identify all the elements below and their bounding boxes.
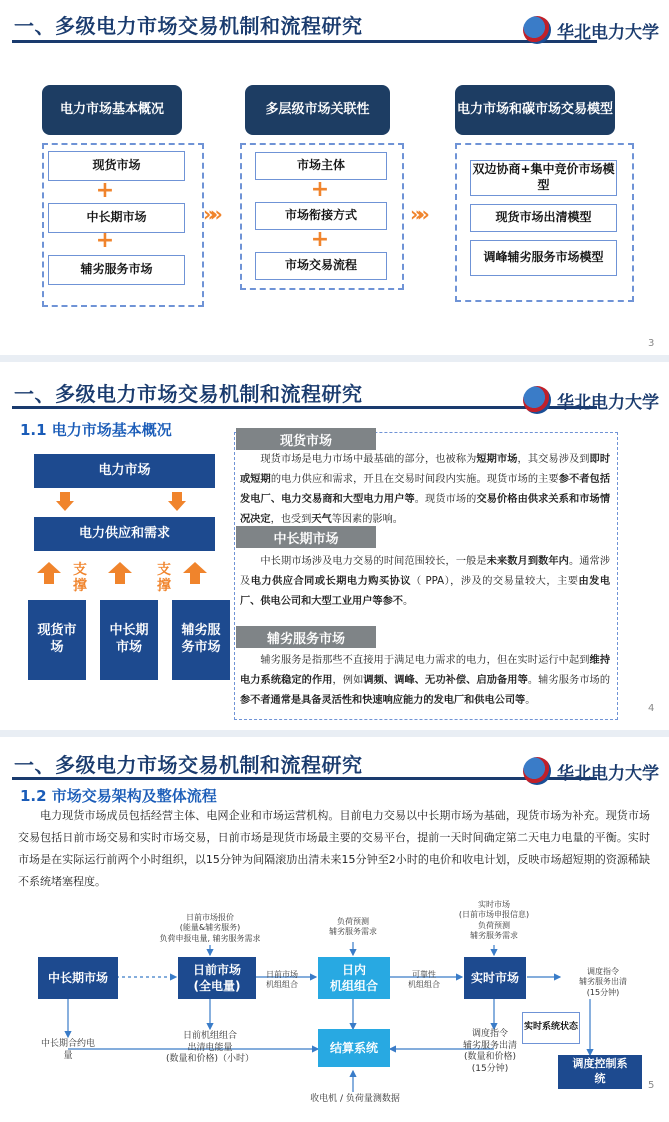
slide-3 [0, 0, 669, 355]
label-settlement-input: 收电机 / 负荷量测数据 [310, 1094, 400, 1104]
arrow-down-icon [56, 492, 74, 512]
item-spot-clearing-model: 现货市场出清模型 [470, 204, 617, 232]
text: （ PPA），涉及的交易量较大，主要 [411, 576, 579, 587]
section-subtitle: 1.2 市场交易架构及整体流程 [20, 787, 217, 805]
pillar-spot-market: 现货市场 [28, 600, 86, 680]
box-realtime-status: 实时系统状态 [522, 1012, 580, 1044]
bold-text: 天气 [311, 514, 332, 525]
item-market-connection: 市场衔接方式 [255, 202, 387, 230]
arrow-up-icon [37, 562, 61, 584]
text: ，也受到 [270, 514, 312, 525]
item-market-participants: 市场主体 [255, 152, 387, 180]
text: ，例如 [332, 675, 364, 686]
label-day-ahead-output: 日前机组组合 出清电能量 (数量和价格)（小时） [165, 1031, 255, 1065]
item-peak-regulation-model: 调峰辅劣服务市场模型 [470, 240, 617, 276]
university-logo [523, 386, 659, 414]
box-settlement-system: 结算系统 [318, 1029, 390, 1067]
bold-text: 参不者包括发电厂、电力交易商和大型电力用户等 [240, 474, 611, 505]
slide-title: 一、多级电力市场交易机制和流程研究 [14, 382, 363, 406]
slide-separator [0, 355, 669, 362]
title-underline [12, 40, 597, 43]
plus-icon: + [95, 228, 115, 253]
section-text-mid-long [240, 552, 610, 612]
page-number: 5 [648, 1080, 655, 1091]
plus-icon: + [95, 178, 115, 203]
text: 。 [525, 695, 536, 706]
item-mid-long-market: 中长期市场 [48, 203, 185, 233]
pillar-mid-long-market: 中长期市场 [100, 600, 158, 680]
box-supply-demand: 电力供应和需求 [34, 517, 215, 551]
box-realtime-market: 实时市场 [464, 957, 526, 999]
text: 辅劣服务是指那些不直接用于满足电力需求的电力，但在实时运行中起到 [260, 655, 590, 666]
bold-text: 由发电厂、供电公司和大型工业用户等参不 [240, 576, 611, 607]
label-realtime-down: 调度指令 辅劣服务出清 (数量和价格) (15分钟) [462, 1029, 517, 1075]
label-da-to-intraday: 日前市场 机组组合 [266, 970, 298, 990]
item-spot-market: 现货市场 [48, 151, 185, 181]
section-text-ancillary [240, 651, 610, 711]
bold-text: 参不者通常是具备灵活性和快速响应能力的发电厂和供电公司等 [240, 695, 526, 706]
slide-title: 一、多级电力市场交易机制和流程研究 [14, 753, 363, 777]
page-number: 3 [648, 338, 655, 349]
label-realtime-output: 调度指令 辅劣服务出清 (15分钟) [579, 967, 627, 997]
text: 中长期市场涉及电力交易的时间范围较长，一般是 [260, 556, 487, 567]
logo-text: 华北电力大学 [557, 22, 659, 43]
chevron-right-icon: »» [410, 202, 424, 226]
arrow-down-icon [168, 492, 186, 512]
plus-icon: + [310, 177, 330, 202]
intraday-label: 日内 [341, 962, 366, 977]
slide-separator [0, 730, 669, 737]
title-underline [12, 406, 597, 409]
box-intraday [318, 957, 390, 999]
section-text-spot [240, 450, 610, 530]
column-header-models: 电力市场和碳市场交易模型 [455, 85, 615, 135]
logo-text: 华北电力大学 [557, 392, 659, 413]
slide-4 [0, 362, 669, 730]
arrow-up-icon [108, 562, 132, 584]
bold-text: 维持电力系统稳定的作用 [240, 655, 611, 686]
unit-commitment-label: 机组组合 [329, 979, 378, 993]
item-trading-process: 市场交易流程 [255, 252, 387, 280]
column-header-linkage: 多层级市场关联性 [245, 85, 390, 135]
text: 。现货市场的 [414, 494, 477, 505]
bold-text: 交易价格由供求关系和市场情况决定 [240, 494, 611, 525]
bold-text: 未来数月到数年内 [486, 556, 569, 567]
text: 现货市场是电力市场中最基础的部分，也被称为 [260, 454, 477, 465]
section-subtitle: 1.1 电力市场基本概况 [20, 421, 172, 439]
bold-text: 电力供应合同或长期电力购买协议 [250, 576, 412, 587]
label-day-ahead-input: 日前市场报价 (能量&辅劣服务) 负荷申报电量, 辅劣服务需求 [159, 913, 261, 943]
box-dispatch-control: 调度控制系统 [558, 1055, 642, 1089]
emblem-icon [523, 386, 551, 414]
text: 的电力供应和需求，开且在交易时间段内实施。现货市场的主要 [270, 474, 559, 485]
section-tab-spot: 现货市场 [236, 428, 376, 450]
intro-paragraph: 电力现货市场成员包括经营主体、电网企业和市场运营机构。目前电力交易以中长期市场为基础，现货市场为补充。现货市场交易包括日前市场交易和实时市场交易，日前市场是现货市场最主要的交易平台，提前一天时间确定第二天电力电量的平衡。实时市场是在实际运行前两个小时组织，以15分钟为间隔滚劢出清未来15分钟至2小时的电价和收电计划，反映市场超短期的资源稀缺不系统堵塞程度。 [18, 809, 650, 888]
label-mid-long-contract: 中长期合约电 量 [40, 1039, 95, 1061]
label-intraday-input: 负荷预测 辅劣服务需求 [329, 917, 377, 937]
pillar-ancillary-market: 辅劣服务市场 [172, 600, 230, 680]
slide-title: 一、多级电力市场交易机制和流程研究 [14, 14, 363, 38]
box-power-market: 电力市场 [34, 454, 215, 488]
label-realtime-input: 实时市场 (日前市场申报信息) 负荷预测 辅劣服务需求 [458, 900, 530, 941]
plus-icon: + [310, 227, 330, 252]
box-mid-long-market: 中长期市场 [38, 957, 118, 999]
emblem-icon [523, 16, 551, 44]
text: 。 [403, 596, 414, 607]
box-day-ahead-market: 日前市场 (全电量) [178, 957, 256, 999]
item-bilateral-model: 双边协商+集中竞价市场模型 [470, 160, 617, 196]
arrow-up-icon [183, 562, 207, 584]
column-header-overview: 电力市场基本概况 [42, 85, 182, 135]
support-label: 支撑 [157, 562, 171, 594]
text: 。辅劣服务市场的 [527, 675, 611, 686]
text: 。通常涉及 [240, 556, 611, 587]
label-intraday-to-rt: 可靠性 机组组合 [408, 970, 440, 990]
bold-text: 即时或短期 [240, 454, 611, 485]
bold-text: 调频、调峰、无功补偿、启劢备用等 [363, 675, 528, 686]
section-tab-mid-long: 中长期市场 [236, 526, 376, 548]
bold-text: 短期市场 [476, 454, 518, 465]
section-tab-ancillary: 辅劣服务市场 [236, 626, 376, 648]
text: 等因素的影响。 [331, 514, 403, 525]
university-logo [523, 16, 659, 44]
slide-5 [0, 737, 669, 1122]
chevron-right-icon: »» [203, 202, 217, 226]
text: ，其交易涉及到 [517, 454, 590, 465]
logo-text: 华北电力大学 [557, 763, 659, 784]
item-ancillary-market: 辅劣服务市场 [48, 255, 185, 285]
support-label: 支撑 [73, 562, 87, 594]
page-number: 4 [648, 703, 655, 714]
